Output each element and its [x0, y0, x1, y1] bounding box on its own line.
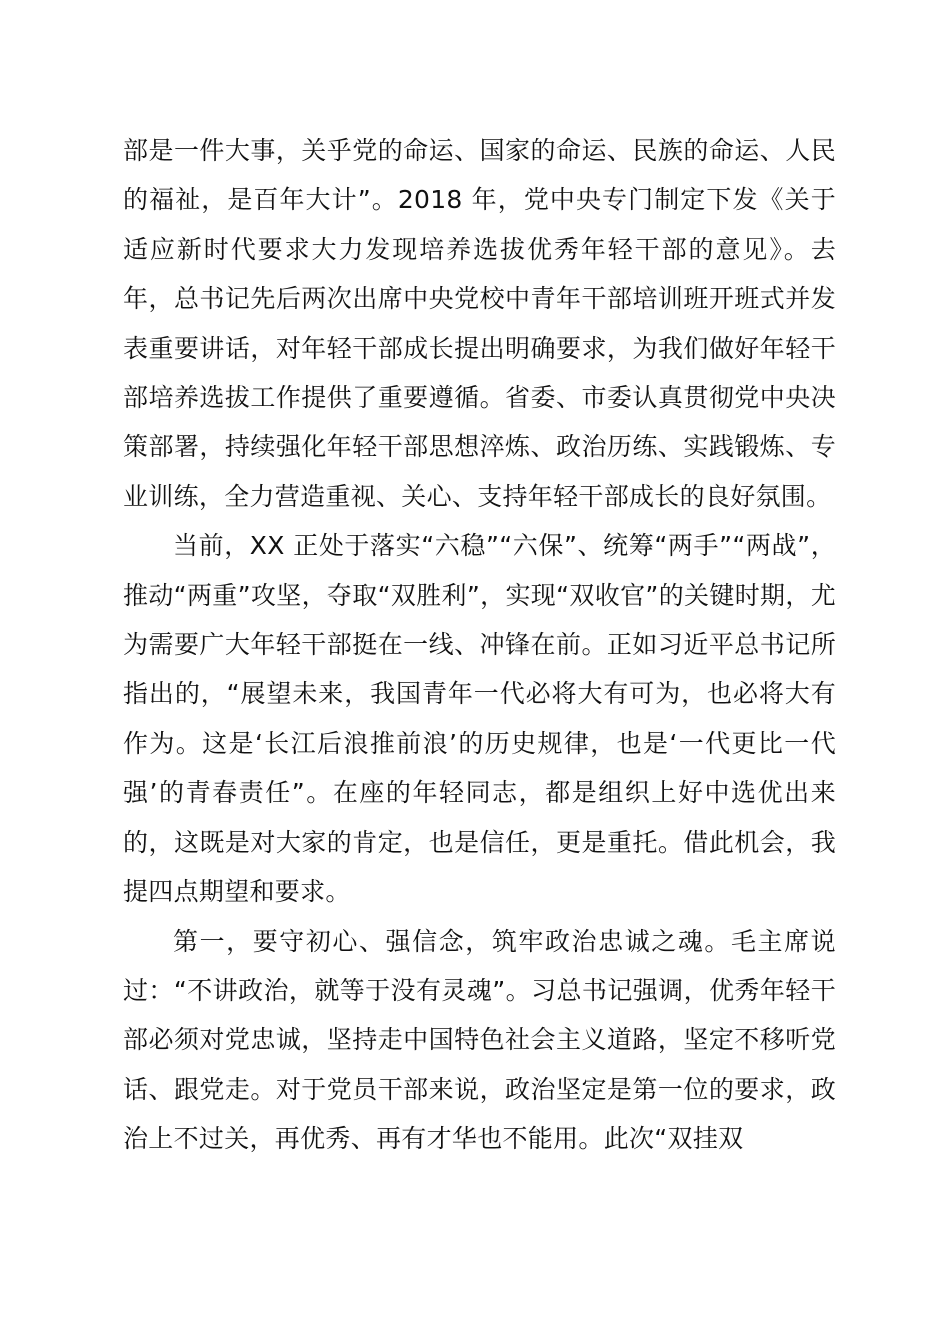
body-text [123, 126, 836, 1164]
paragraph-1: 部是一件大事，关乎党的命运、国家的命运、民族的命运、人民的福祉，是百年大计”。2018 年，党中央专门制定下发《关于适应新时代要求大力发现培养选拔优秀年轻干部的意见》。去年，总书记先后两次出席中央党校中青年干部培训班开班式并发表重要讲话，对年轻干部成长提出明确要求，为我们做好年轻干部培养选拔工作提供了重要遵循。省委、市委认真贯彻党中央决策部署，持续强化年轻干部思想淬炼、政治历练、实践锻炼、专业训练，全力营造重视、关心、支持年轻干部成长的良好氛围。 [123, 136, 836, 511]
paragraph-3: 第一，要守初心、强信念，筑牢政治忠诚之魂。毛主席说过：“不讲政治，就等于没有灵魂”。习总书记强调，优秀年轻干部必须对党忠诚，坚持走中国特色社会主义道路，坚定不移听党话、跟党走。对于党员干部来说，政治坚定是第一位的要求，政治上不过关，再优秀、再有才华也不能用。此次“双挂双 [123, 926, 836, 1154]
paragraph-2: 当前，XX 正处于落实“六稳”“六保”、统筹“两手”“两战”，推动“两重”攻坚，夺取“双胜利”，实现“双收官”的关键时期，尤为需要广大年轻干部挺在一线、冲锋在前。正如习近平总书记所指出的，“展望未来，我国青年一代必将大有可为，也必将大有作为。这是‘长江后浪推前浪’的历史规律，也是‘一代更比一代强’的青春责任”。在座的年轻同志，都是组织上好中选优出来的，这既是对大家的肯定，也是信任，更是重托。借此机会，我提四点期望和要求。 [123, 531, 836, 907]
